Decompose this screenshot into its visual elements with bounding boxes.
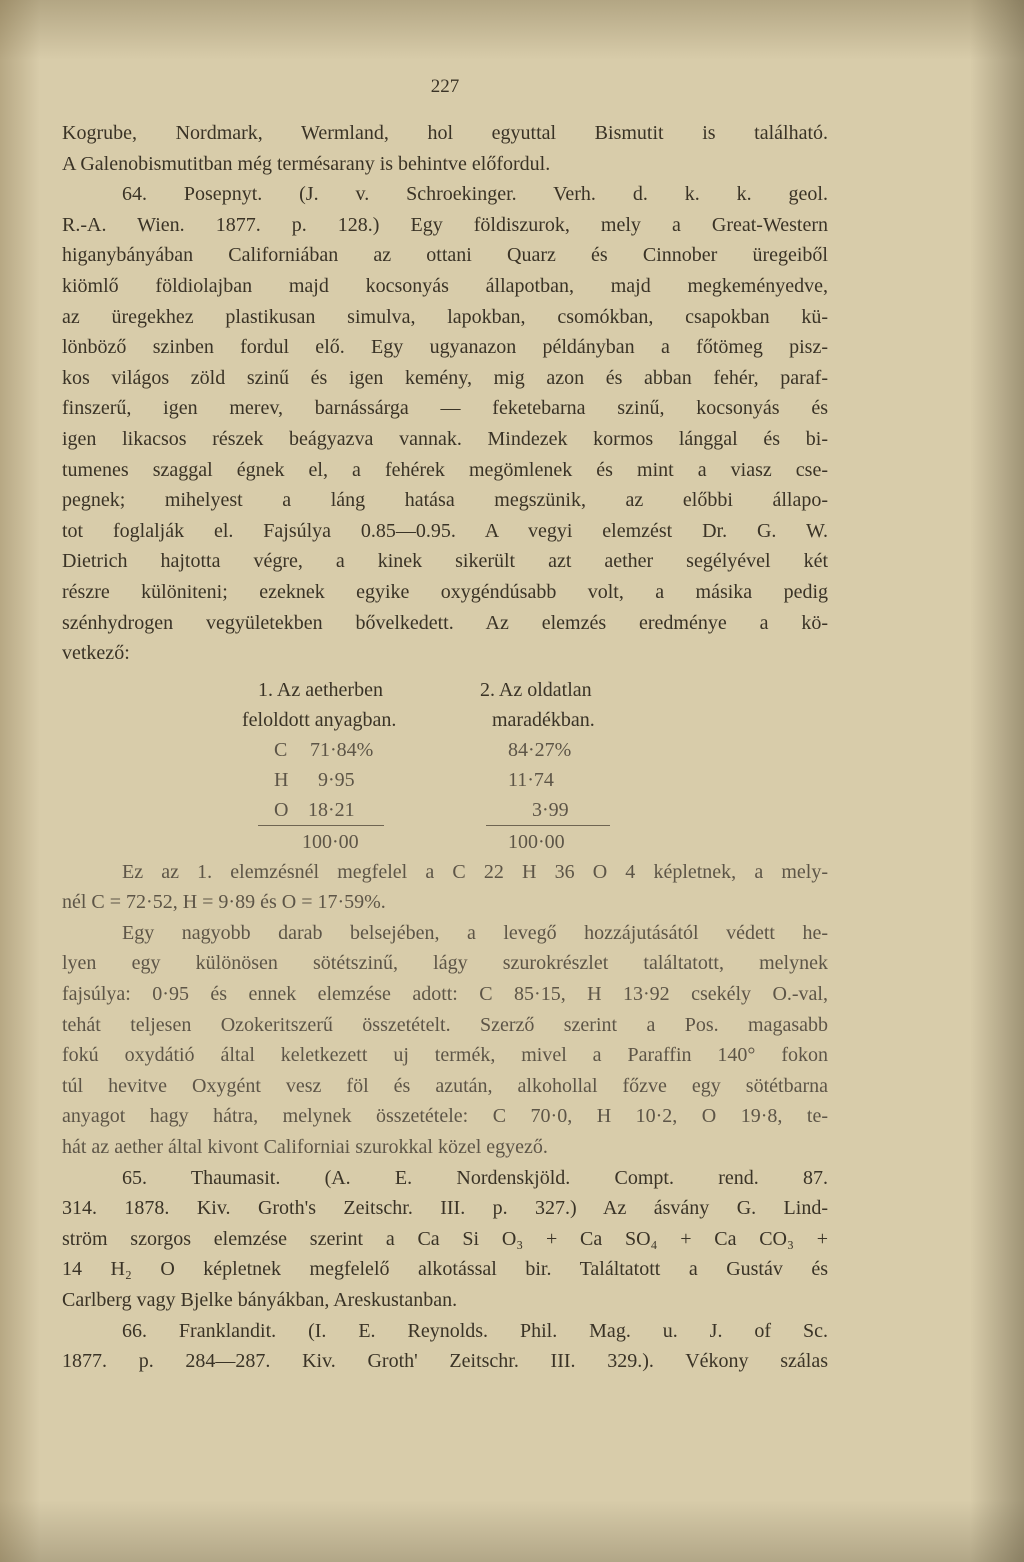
text-line: vetkező: [62, 642, 130, 665]
text-line: Ez az 1. elemzésnél megfelel a C 22 H 36 O 4 képletnek, a mely- [122, 860, 828, 883]
total-col1: 100·00 [302, 830, 359, 853]
text-line: 65. Thaumasit. (A. E. Nordenskjöld. Compt. rend. 87. [122, 1166, 828, 1189]
col1-header-line: feloldott anyagban. [242, 708, 397, 731]
text-line: finszerű, igen merev, barnássárga — feketebarna szinű, kocsonyás és [62, 397, 828, 420]
text-line: hát az aether által kivont Californiai szurokkal közel egyező. [62, 1136, 548, 1159]
col1-header-line: 1. Az aetherben [258, 678, 383, 701]
text-line: lönböző szinben fordul elő. Egy ugyanazon példányban a főtömeg pisz- [62, 336, 828, 359]
value-col1: 9·95 [318, 768, 355, 791]
text-block-top [62, 118, 828, 669]
text-line: részre különiteni; ezeknek egyike oxygéndúsabb volt, a másika pedig [62, 580, 828, 603]
text-line: 1877. p. 284—287. Kiv. Groth' Zeitschr. III. 329.). Vékony szálas [62, 1350, 828, 1373]
total-col2: 100·00 [508, 830, 565, 853]
text-line: tumenes szaggal égnek el, a fehérek megömlenek és mint a viasz cse- [62, 458, 828, 481]
text-line: fajsúlya: 0·95 és ennek elemzése adott: C 85·15, H 13·92 csekély O.-val, [62, 983, 828, 1006]
sum-rule [486, 825, 610, 826]
value-col2: 3·99 [532, 798, 569, 821]
text-line: anyagot hagy hátra, melynek összetétele: C 70·0, H 10·2, O 19·8, te- [62, 1105, 828, 1128]
page-number: 227 [430, 76, 460, 97]
text-line: túl hevitve Oxygént vesz föl és azután, alkohollal főzve egy sötétbarna [62, 1074, 828, 1097]
value-col2: 84·27% [508, 738, 572, 761]
text-line: A Galenobismutitban még termésarany is behintve előfordul. [62, 152, 551, 175]
text-line: Dietrich hajtotta végre, a kinek sikerült azt aether segélyével két [62, 550, 828, 573]
text-line: 314. 1878. Kiv. Groth's Zeitschr. III. p. 327.) Az ásvány G. Lind- [62, 1197, 828, 1220]
book-page [62, 70, 828, 1377]
text-line: tehát teljesen Ozokeritszerű összetételt. Szerző szerint a Pos. magasabb [62, 1013, 828, 1036]
element-label: O [274, 798, 289, 821]
col2-header-line: 2. Az oldatlan [480, 678, 592, 701]
text-line: igen likacsos részek beágyazva vannak. Mindezek kormos lánggal és bi- [62, 427, 828, 450]
analysis-table [62, 675, 828, 853]
value-col1: 18·21 [308, 798, 355, 821]
text-line: tot foglalják el. Fajsúlya 0.85—0.95. A vegyi elemzést Dr. G. W. [62, 519, 828, 542]
text-line: kos világos zöld szinű és igen kemény, mig azon és abban fehér, paraf- [62, 366, 828, 389]
text-line: ström szorgos elemzése szerint a Ca Si O₃ + Ca SO₄ + Ca CO₃ + [62, 1227, 828, 1250]
text-block-bottom [62, 857, 828, 1377]
text-line: pegnek; mihelyest a láng hatása megszünik, az előbbi állapo- [62, 489, 828, 512]
text-line: Kogrube, Nordmark, Wermland, hol egyuttal Bismutit is található. [62, 122, 828, 144]
value-col2: 11·74 [508, 768, 554, 791]
sum-rule [258, 825, 384, 826]
col2-header-line: maradékban. [492, 708, 595, 731]
text-line: Carlberg vagy Bjelke bányákban, Areskustanban. [62, 1289, 458, 1311]
text-line: Egy nagyobb darab belsejében, a levegő hozzájutásától védett he- [122, 921, 828, 944]
text-line: higanybányában Californiában az ottani Quarz és Cinnober üregeiből [62, 244, 828, 267]
text-line: R.-A. Wien. 1877. p. 128.) Egy földiszurok, mely a Great-Western [62, 213, 828, 236]
text-line: 64. Posepnyt. (J. v. Schroekinger. Verh. d. k. k. geol. [122, 183, 828, 206]
text-line: 14 H₂ O képletnek megfelelő alkotással bir. Találtatott a Gustáv és [62, 1258, 828, 1281]
text-line: az üregekhez plastikusan simulva, lapokban, csomókban, csapokban kü- [62, 305, 828, 328]
text-line: kiömlő földiolajban majd kocsonyás állapotban, majd megkeményedve, [62, 274, 828, 297]
element-label: H [274, 768, 289, 791]
text-line: nél C = 72·52, H = 9·89 és O = 17·59%. [62, 891, 386, 914]
text-line: szénhydrogen vegyületekben bővelkedett. Az elemzés eredménye a kö- [62, 611, 828, 634]
element-label: C [274, 738, 288, 761]
value-col1: 71·84% [310, 738, 374, 761]
text-line: 66. Franklandit. (I. E. Reynolds. Phil. Mag. u. J. of Sc. [122, 1319, 828, 1342]
text-line: lyen egy különösen sötétszinű, lágy szurokrészlet találtatott, melynek [62, 952, 828, 975]
text-line: fokú oxydátió által keletkezett uj termék, mivel a Paraffin 140° fokon [62, 1044, 828, 1067]
